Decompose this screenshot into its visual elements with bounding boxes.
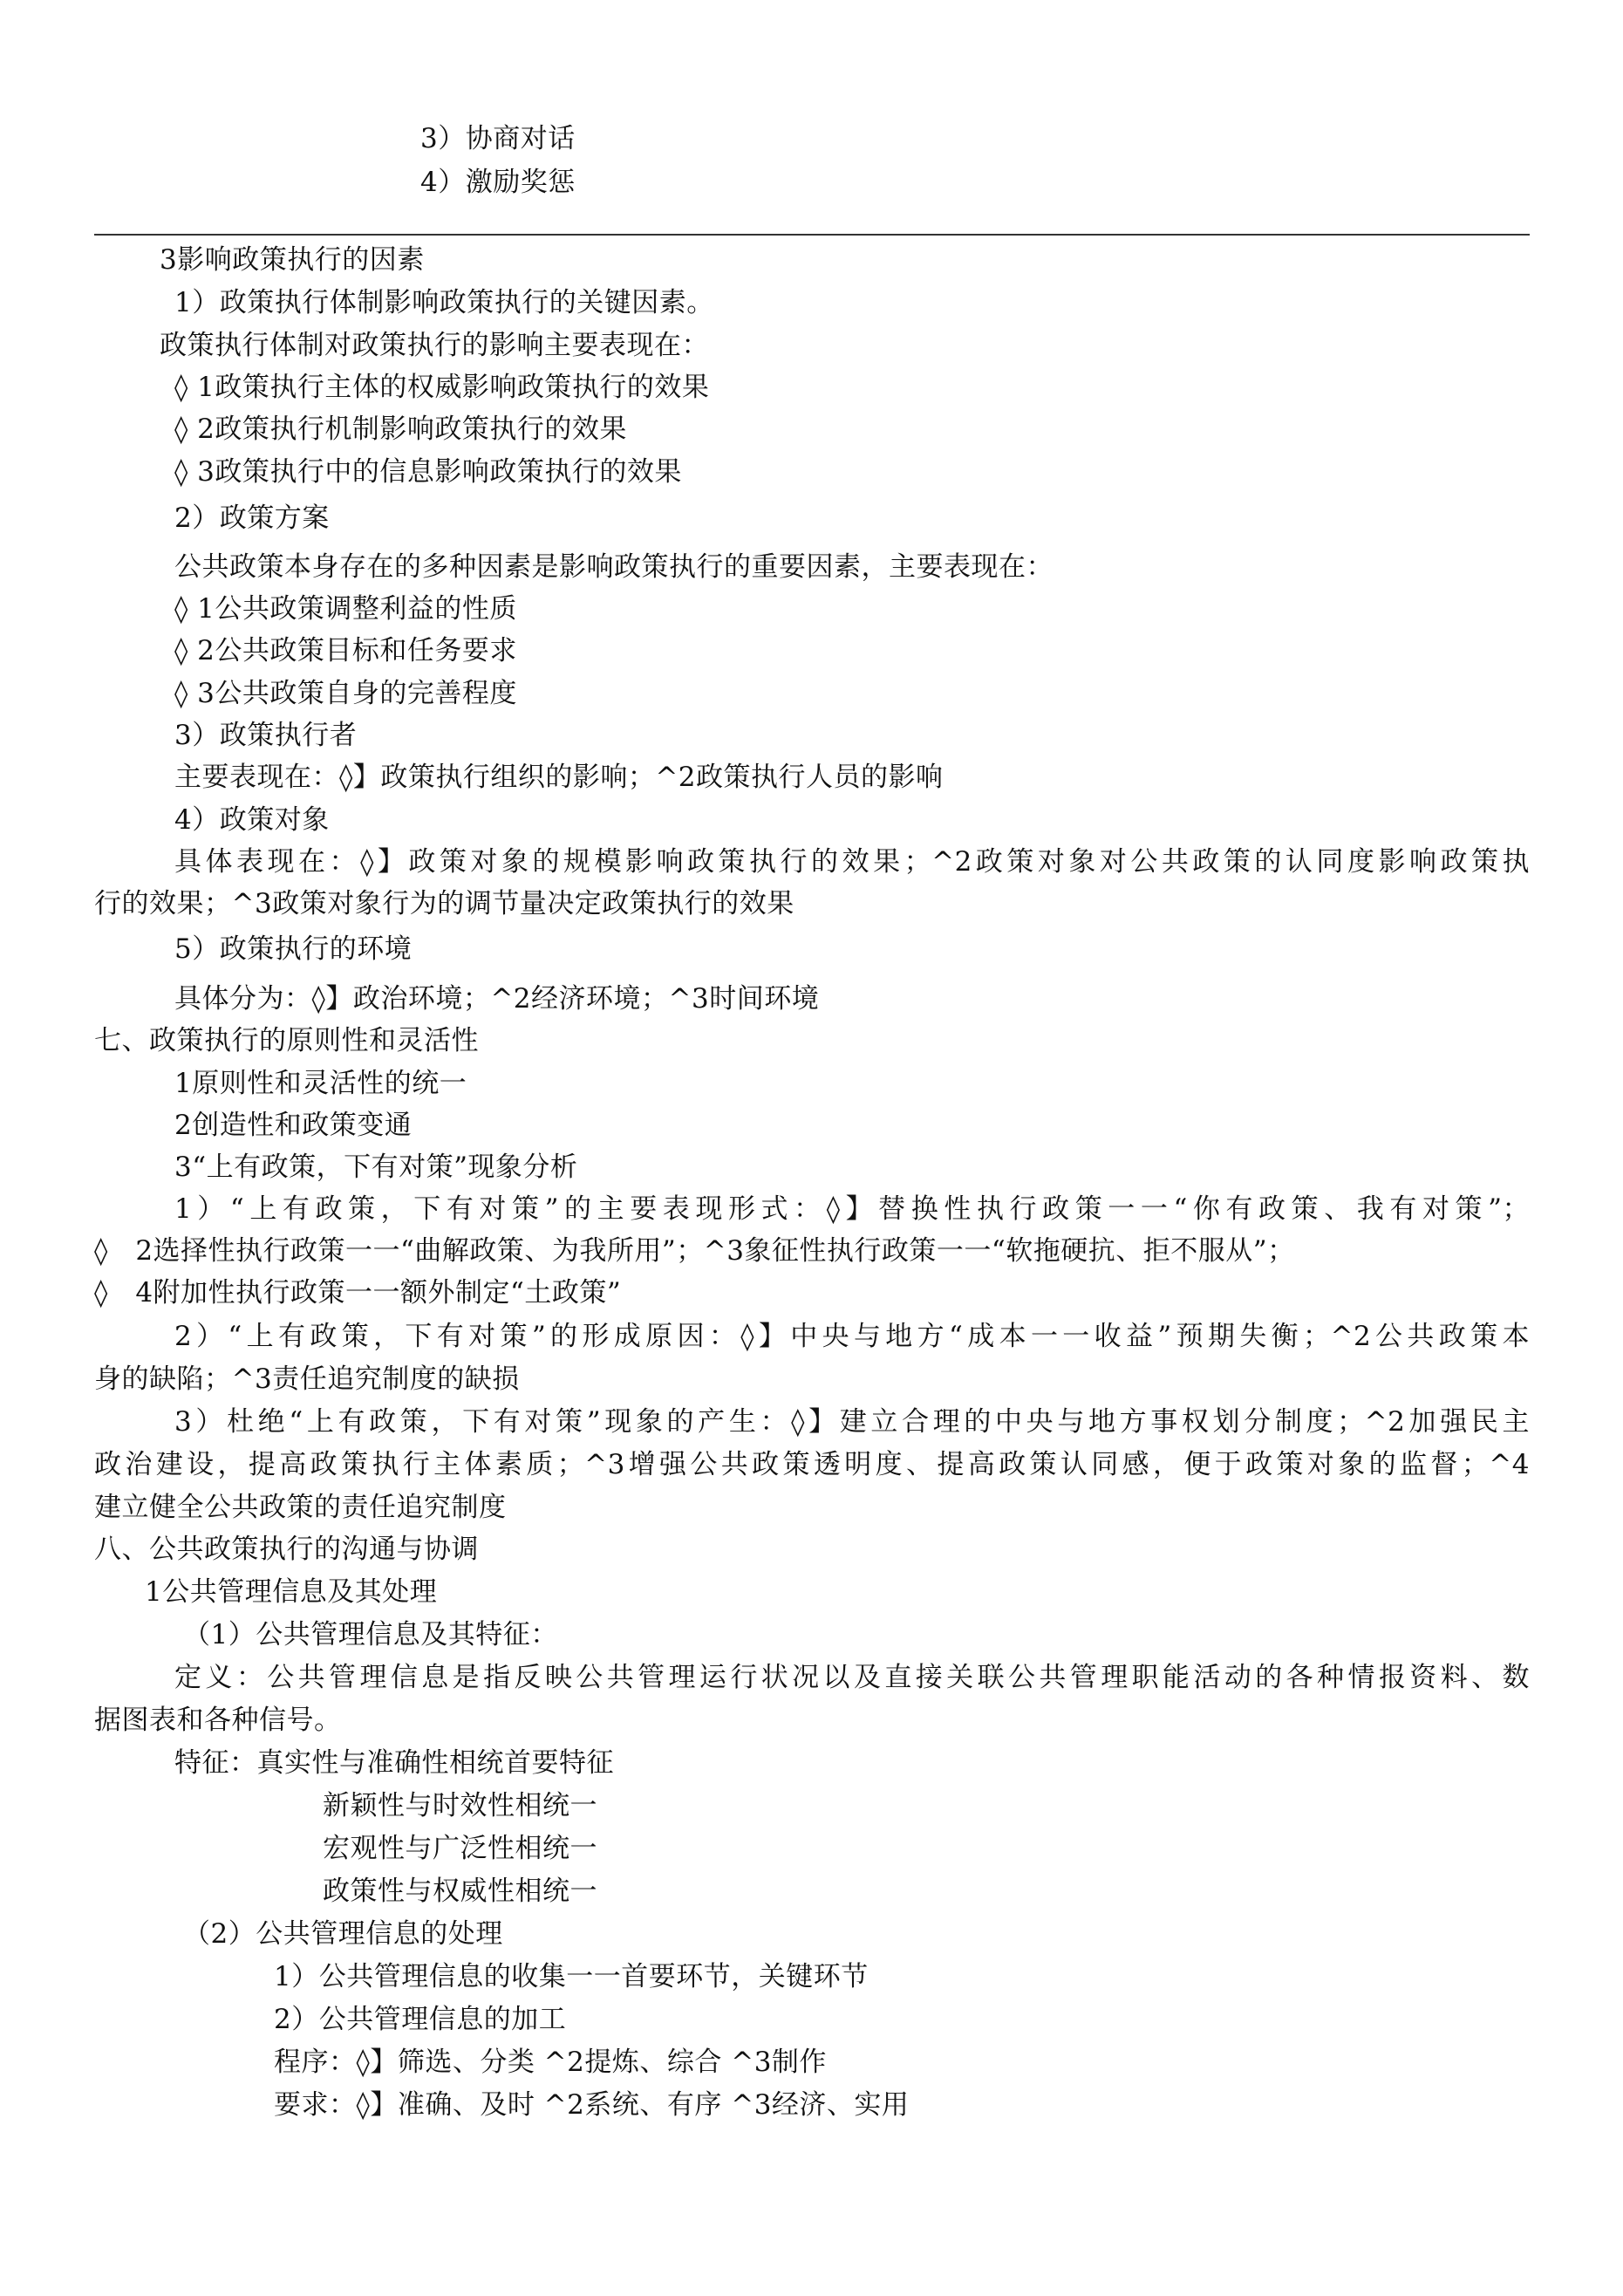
subheading: 3）政策执行者 — [174, 720, 358, 751]
section-heading: 八、公共政策执行的沟通与协调 — [94, 1534, 479, 1565]
paragraph-line: 公共政策本身存在的多种因素是影响政策执行的重要因素，主要表现在： — [174, 551, 1054, 583]
paragraph-line: 建立健全公共政策的责任追究制度 — [94, 1492, 507, 1523]
list-item: 1）公共管理信息的收集一一首要环节，关键环节 — [274, 1961, 869, 1992]
paragraph-line: 行的效果；^3政策对象行为的调节量决定政策执行的效果 — [94, 888, 794, 919]
bullet-item: ◊ 3政策执行中的信息影响政策执行的效果 — [174, 456, 682, 488]
paragraph-line: 具体表现在：◊】政策对象的规模影响政策执行的效果；^2政策对象对公共政策的认同度影响政策执 — [174, 846, 1530, 878]
paragraph-line: 据图表和各种信号。 — [94, 1705, 342, 1736]
list-item: 宏观性与广泛性相统一 — [323, 1833, 597, 1864]
bullet-item: ◊ 2选择性执行政策一一“曲解政策、为我所用”；^3象征性执行政策一一“软拖硬抗、拒不服从”； — [94, 1235, 1295, 1267]
paragraph-line: 定义：公共管理信息是指反映公共管理运行状况以及直接关联公共管理职能活动的各种情报资料、数 — [174, 1662, 1530, 1693]
bullet-item: ◊ 1公共政策调整利益的性质 — [174, 593, 517, 625]
paragraph-line: 主要表现在：◊】政策执行组织的影响；^2政策执行人员的影响 — [174, 762, 944, 793]
bullet-item: ◊ 2政策执行机制影响政策执行的效果 — [174, 413, 627, 445]
subheading: （1）公共管理信息及其特征： — [183, 1619, 558, 1650]
list-item: 4）激励奖惩 — [420, 167, 576, 198]
list-item: 要求：◊】准确、及时 ^2系统、有序 ^3经济、实用 — [274, 2089, 910, 2121]
section-heading: 七、政策执行的原则性和灵活性 — [94, 1025, 479, 1056]
paragraph-line: 1）“上有政策，下有对策”的主要表现形式：◊】替换性执行政策一一“你有政策、我有对策”； — [174, 1193, 1530, 1225]
paragraph-line: 3）杜绝“上有政策，下有对策”现象的产生：◊】建立合理的中央与地方事权划分制度；^2加强民主 — [174, 1406, 1530, 1438]
section-heading: 3影响政策执行的因素 — [160, 244, 425, 276]
paragraph-line: 身的缺陷；^3责任追究制度的缺损 — [94, 1363, 520, 1395]
list-item: 程序：◊】筛选、分类 ^2提炼、综合 ^3制作 — [274, 2047, 827, 2078]
bullet-item: ◊ 3公共政策自身的完善程度 — [174, 678, 517, 709]
list-item: 政策性与权威性相统一 — [323, 1876, 597, 1907]
bullet-item: ◊ 1政策执行主体的权威影响政策执行的效果 — [174, 372, 710, 403]
paragraph-line: 2）“上有政策，下有对策”的形成原因：◊】中央与地方“成本一一收益”预期失衡；^2公共政策本 — [174, 1321, 1530, 1352]
list-item: 新颖性与时效性相统一 — [323, 1790, 597, 1821]
subheading: 1原则性和灵活性的统一 — [174, 1068, 467, 1099]
subheading: 2创造性和政策变通 — [174, 1110, 413, 1141]
paragraph-line: 政治建设，提高政策执行主体素质；^3增强公共政策透明度、提高政策认同感，便于政策对象的监督；^4 — [94, 1449, 1530, 1480]
subheading: （2）公共管理信息的处理 — [183, 1918, 503, 1950]
bullet-item: ◊ 2公共政策目标和任务要求 — [174, 635, 517, 666]
horizontal-divider — [94, 234, 1530, 236]
list-item: 2）公共管理信息的加工 — [274, 2004, 567, 2035]
bullet-item: ◊ 4附加性执行政策一一额外制定“土政策” — [94, 1277, 622, 1309]
subheading: 1）政策执行体制影响政策执行的关键因素。 — [174, 287, 714, 318]
paragraph-line: 特征：真实性与准确性相统首要特征 — [174, 1747, 614, 1779]
subheading: 4）政策对象 — [174, 804, 330, 836]
subheading: 2）政策方案 — [174, 502, 330, 534]
list-item: 3）协商对话 — [420, 123, 576, 154]
subheading: 3“上有政策，下有对策”现象分析 — [174, 1151, 578, 1183]
subheading: 1公共管理信息及其处理 — [145, 1576, 438, 1608]
subheading: 5）政策执行的环境 — [174, 933, 413, 965]
paragraph-line: 政策执行体制对政策执行的影响主要表现在： — [160, 330, 709, 361]
paragraph-line: 具体分为：◊】政治环境；^2经济环境；^3时间环境 — [174, 983, 820, 1015]
